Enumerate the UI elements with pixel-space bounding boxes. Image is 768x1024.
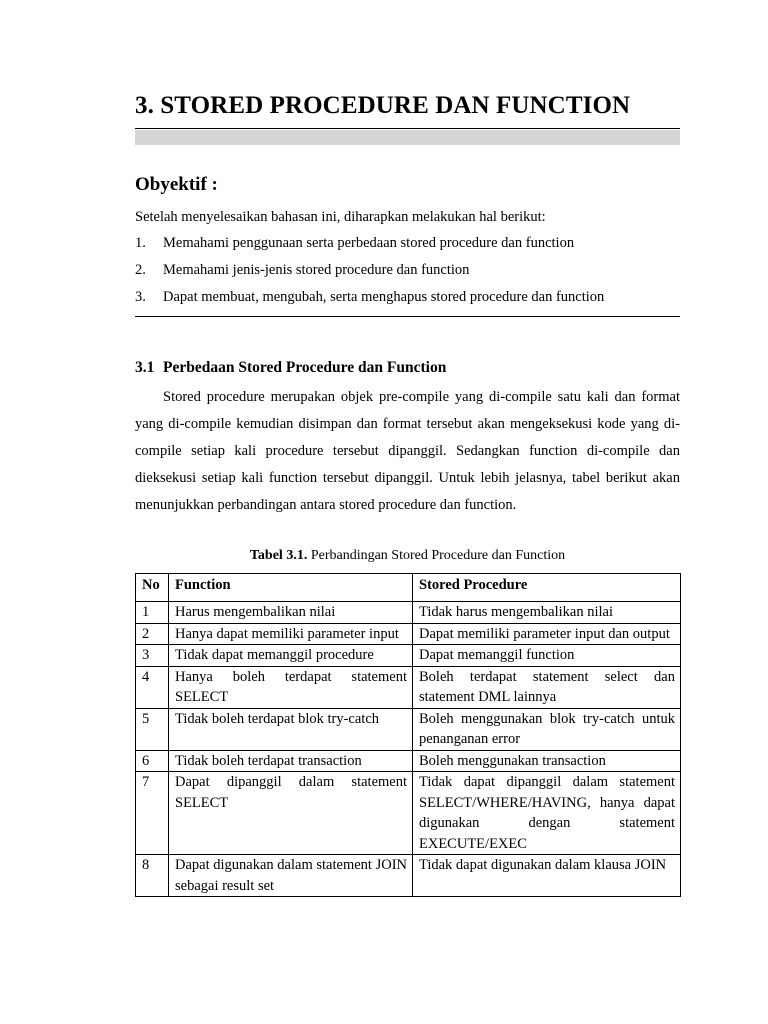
cell-no: 8 xyxy=(136,855,169,897)
cell-no: 6 xyxy=(136,750,169,772)
list-item-text: Memahami jenis-jenis stored procedure dan function xyxy=(163,262,470,278)
table-header-row xyxy=(136,574,681,602)
comparison-table xyxy=(135,573,681,897)
cell-function: Hanya boleh terdapat statement SELECT xyxy=(169,666,413,708)
list-item xyxy=(135,262,604,289)
cell-no: 5 xyxy=(136,708,169,750)
title-band xyxy=(135,130,680,145)
table-caption-label: Tabel 3.1. xyxy=(249,548,308,563)
table-row xyxy=(136,666,681,708)
table-row xyxy=(136,855,681,897)
cell-function: Tidak boleh terdapat blok try-catch xyxy=(169,708,413,750)
table-caption-text: Perbandingan Stored Procedure dan Function xyxy=(307,548,566,563)
list-item xyxy=(135,235,604,262)
section-heading xyxy=(135,359,446,377)
list-item-number: 3. xyxy=(135,289,146,305)
cell-stored-procedure: Tidak dapat dipanggil dalam statement SELECT/WHERE/HAVING, hanya dapat digunakan dengan statement EXECUTE/EXEC xyxy=(413,772,681,855)
list-item-text: Memahami penggunaan serta perbedaan stored procedure dan function xyxy=(163,235,575,251)
objectives-intro: Setelah menyelesaikan bahasan ini, diharapkan melakukan hal berikut: xyxy=(135,209,546,225)
list-item-number: 1. xyxy=(135,235,146,251)
table-row xyxy=(136,602,681,624)
objectives-heading: Obyektif : xyxy=(135,174,218,195)
chapter-title: 3. STORED PROCEDURE DAN FUNCTION xyxy=(135,92,631,119)
list-item xyxy=(135,289,604,316)
cell-no: 4 xyxy=(136,666,169,708)
cell-function: Dapat dipanggil dalam statement SELECT xyxy=(169,772,413,855)
title-rule xyxy=(135,128,680,129)
cell-function: Tidak dapat memanggil procedure xyxy=(169,645,413,667)
list-item-number: 2. xyxy=(135,262,146,278)
cell-no: 3 xyxy=(136,645,169,667)
cell-no: 2 xyxy=(136,623,169,645)
cell-stored-procedure: Tidak harus mengembalikan nilai xyxy=(413,602,681,624)
cell-function: Tidak boleh terdapat transaction xyxy=(169,750,413,772)
cell-function: Harus mengembalikan nilai xyxy=(169,602,413,624)
cell-stored-procedure: Tidak dapat digunakan dalam klausa JOIN xyxy=(413,855,681,897)
section-title: Perbedaan Stored Procedure dan Function xyxy=(163,359,447,376)
cell-no: 1 xyxy=(136,602,169,624)
table-row xyxy=(136,772,681,855)
table-row xyxy=(136,750,681,772)
table-row xyxy=(136,623,681,645)
cell-stored-procedure: Boleh menggunakan blok try-catch untuk penanganan error xyxy=(413,708,681,750)
cell-function: Dapat digunakan dalam statement JOIN sebagai result set xyxy=(169,855,413,897)
cell-function: Hanya dapat memiliki parameter input xyxy=(169,623,413,645)
cell-stored-procedure: Boleh terdapat statement select dan statement DML lainnya xyxy=(413,666,681,708)
cell-stored-procedure: Boleh menggunakan transaction xyxy=(413,750,681,772)
header-function: Function xyxy=(169,574,413,602)
table-caption xyxy=(135,548,680,564)
table-row xyxy=(136,708,681,750)
section-number: 3.1 xyxy=(135,359,155,376)
header-no: No xyxy=(136,574,169,602)
objectives-list xyxy=(135,235,604,316)
section-paragraph: Stored procedure merupakan objek pre-compile yang di-compile satu kali dan format yang di-compile kemudian disimpan dan format tersebut akan mengeksekusi kode yang di-compile setiap kali procedure tersebut dipanggil. Sedangkan function di-compile dan dieksekusi setiap kali function tersebut dipanggil. Untuk lebih jelasnya, tabel berikut akan menunjukkan perbandingan antara stored procedure dan function. xyxy=(135,389,680,513)
header-stored-procedure: Stored Procedure xyxy=(413,574,681,602)
cell-no: 7 xyxy=(136,772,169,855)
list-item-text: Dapat membuat, mengubah, serta menghapus stored procedure dan function xyxy=(163,289,605,305)
cell-stored-procedure: Dapat memanggil function xyxy=(413,645,681,667)
table-row xyxy=(136,645,681,667)
objectives-rule xyxy=(135,316,680,317)
cell-stored-procedure: Dapat memiliki parameter input dan output xyxy=(413,623,681,645)
